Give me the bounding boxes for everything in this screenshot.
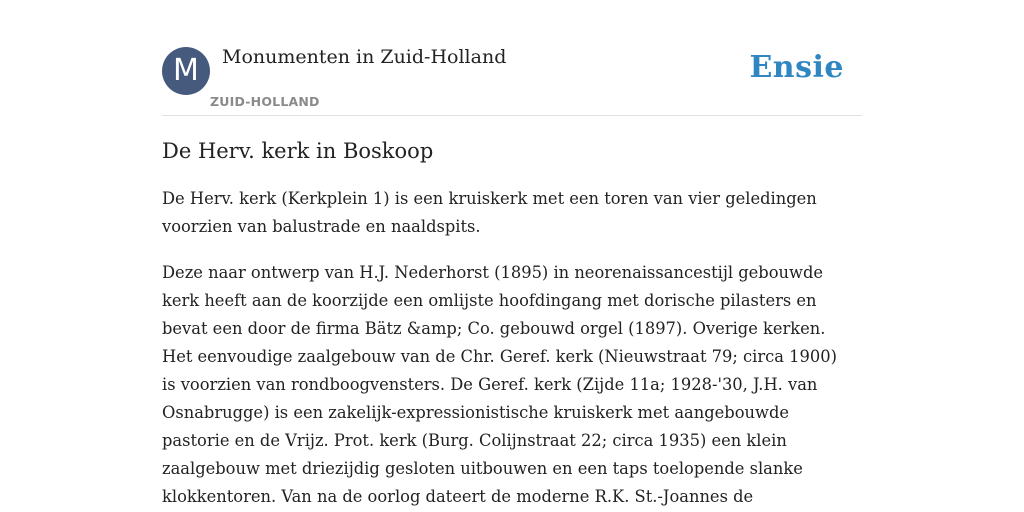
collection-title[interactable]: Monumenten in Zuid-Holland [222,46,507,68]
paragraph-line: Osnabrugge) is een zakelijk-expressionistische kruiskerk met aangebouwde [162,403,790,422]
collection-subtitle[interactable]: ZUID-HOLLAND [210,94,320,109]
article-paragraph [162,259,862,511]
paragraph-line: is voorzien van rondboogvensters. De Geref. kerk (Zijde 11a; 1928-'30, J.H. van [162,375,818,394]
article-title: De Herv. kerk in Boskoop [162,139,434,163]
ensie-logo[interactable]: Ensie [749,50,844,85]
article-paragraph [162,185,862,241]
paragraph-line: zaalgebouw met driezijdig gesloten uitbouwen en een taps toelopende slanke [162,459,803,478]
paragraph-line: kerk heeft aan de koorzijde een omlijste hoofdingang met dorische pilasters en [162,291,817,310]
avatar[interactable]: M [162,47,210,95]
paragraph-line: voorzien van balustrade en naaldspits. [162,217,481,236]
paragraph-line: Deze naar ontwerp van H.J. Nederhorst (1895) in neorenaissancestijl gebouwde [162,263,824,282]
page [162,0,862,512]
header [162,0,862,116]
paragraph-line: De Herv. kerk (Kerkplein 1) is een kruiskerk met een toren van vier geledingen [162,189,817,208]
paragraph-line: Het eenvoudige zaalgebouw van de Chr. Geref. kerk (Nieuwstraat 79; circa 1900) [162,347,837,366]
paragraph-line: klokkentoren. Van na de oorlog dateert de moderne R.K. St.-Joannes de [162,487,754,506]
paragraph-line: pastorie en de Vrijz. Prot. kerk (Burg. Colijnstraat 22; circa 1935) een klein [162,431,787,450]
paragraph-line: bevat een door de firma Bätz &amp; Co. gebouwd orgel (1897). Overige kerken. [162,319,826,338]
